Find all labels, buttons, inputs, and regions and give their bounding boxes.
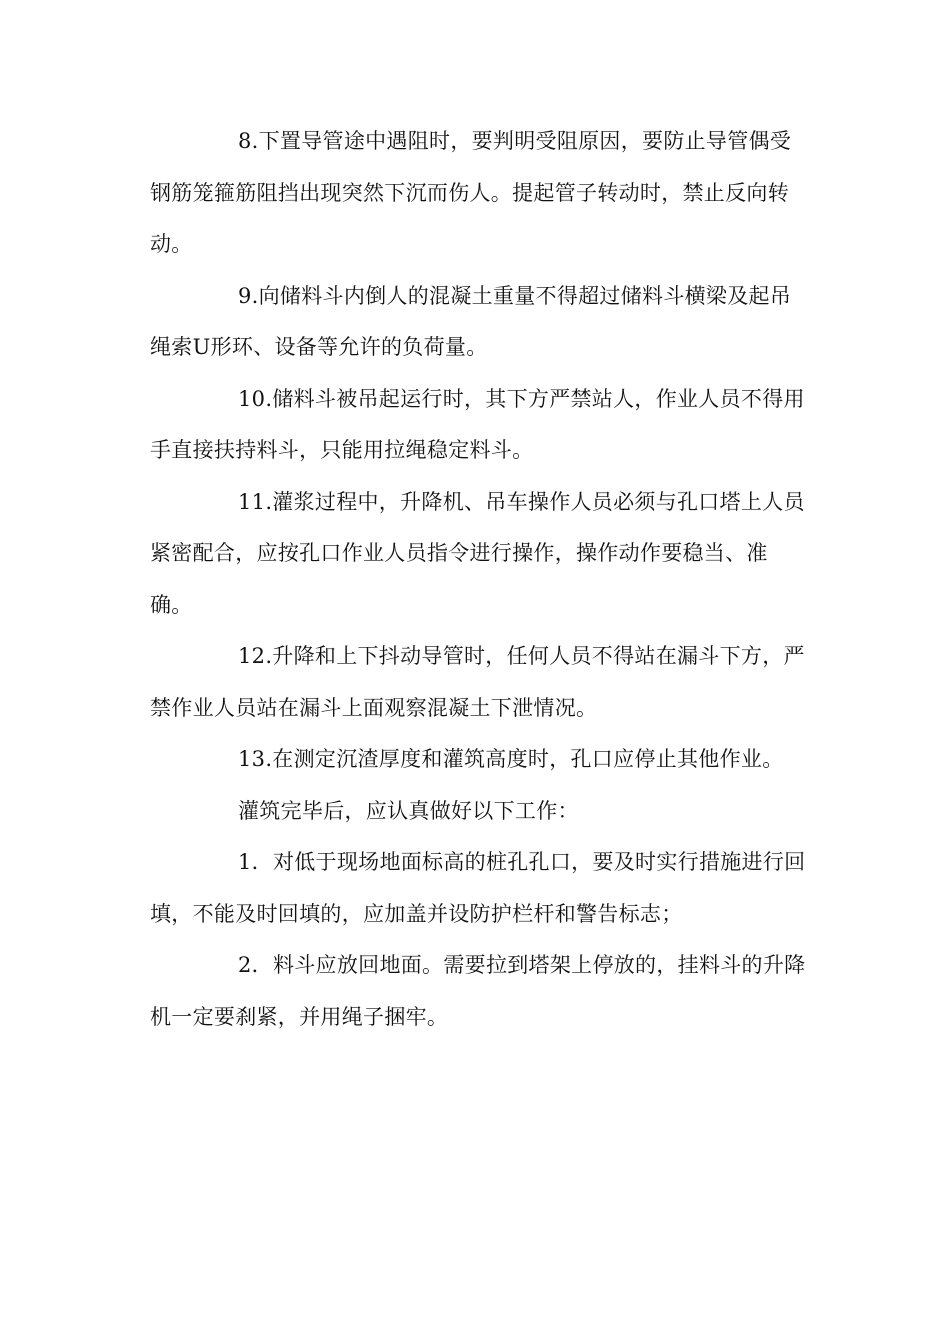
paragraph-item-13: 13.在测定沉渣厚度和灌筑高度时，孔口应停止其他作业。 — [238, 747, 784, 771]
paragraph-item-10: 10.储料斗被吊起运行时，其下方严禁站人，作业人员不得用手直接扶持料斗，只能用拉绳稳定料斗。 — [150, 386, 805, 462]
paragraph-item-11: 11.灌浆过程中，升降机、吊车操作人员必须与孔口塔上人员紧密配合，应按孔口作业人员指令进行操作，操作动作要稳当、准确。 — [150, 489, 805, 617]
paragraph-item-9: 9.向储料斗内倒人的混凝土重量不得超过储料斗横梁及起吊绳索U形环、设备等允许的负荷量。 — [150, 283, 792, 359]
document-body — [150, 116, 810, 1043]
paragraph-after-pouring-2: 2．料斗应放回地面。需要拉到塔架上停放的，挂料斗的升降机一定要刹紧，并用绳子捆牢。 — [150, 953, 806, 1029]
paragraph-item-12: 12.升降和上下抖动导管时，任何人员不得站在漏斗下方，严禁作业人员站在漏斗上面观察混凝土下泄情况。 — [150, 644, 805, 720]
paragraph-item-8: 8.下置导管途中遇阻时，要判明受阻原因，要防止导管偶受钢筋笼箍筋阻挡出现突然下沉而伤人。提起管子转动时，禁止反向转动。 — [150, 129, 792, 256]
paragraph-after-pouring-intro: 灌筑完毕后，应认真做好以下工作： — [238, 798, 579, 823]
paragraph-after-pouring-1: 1．对低于现场地面标高的桩孔孔口，要及时实行措施进行回填，不能及时回填的，应加盖并设防护栏杆和警告标志； — [150, 850, 806, 926]
